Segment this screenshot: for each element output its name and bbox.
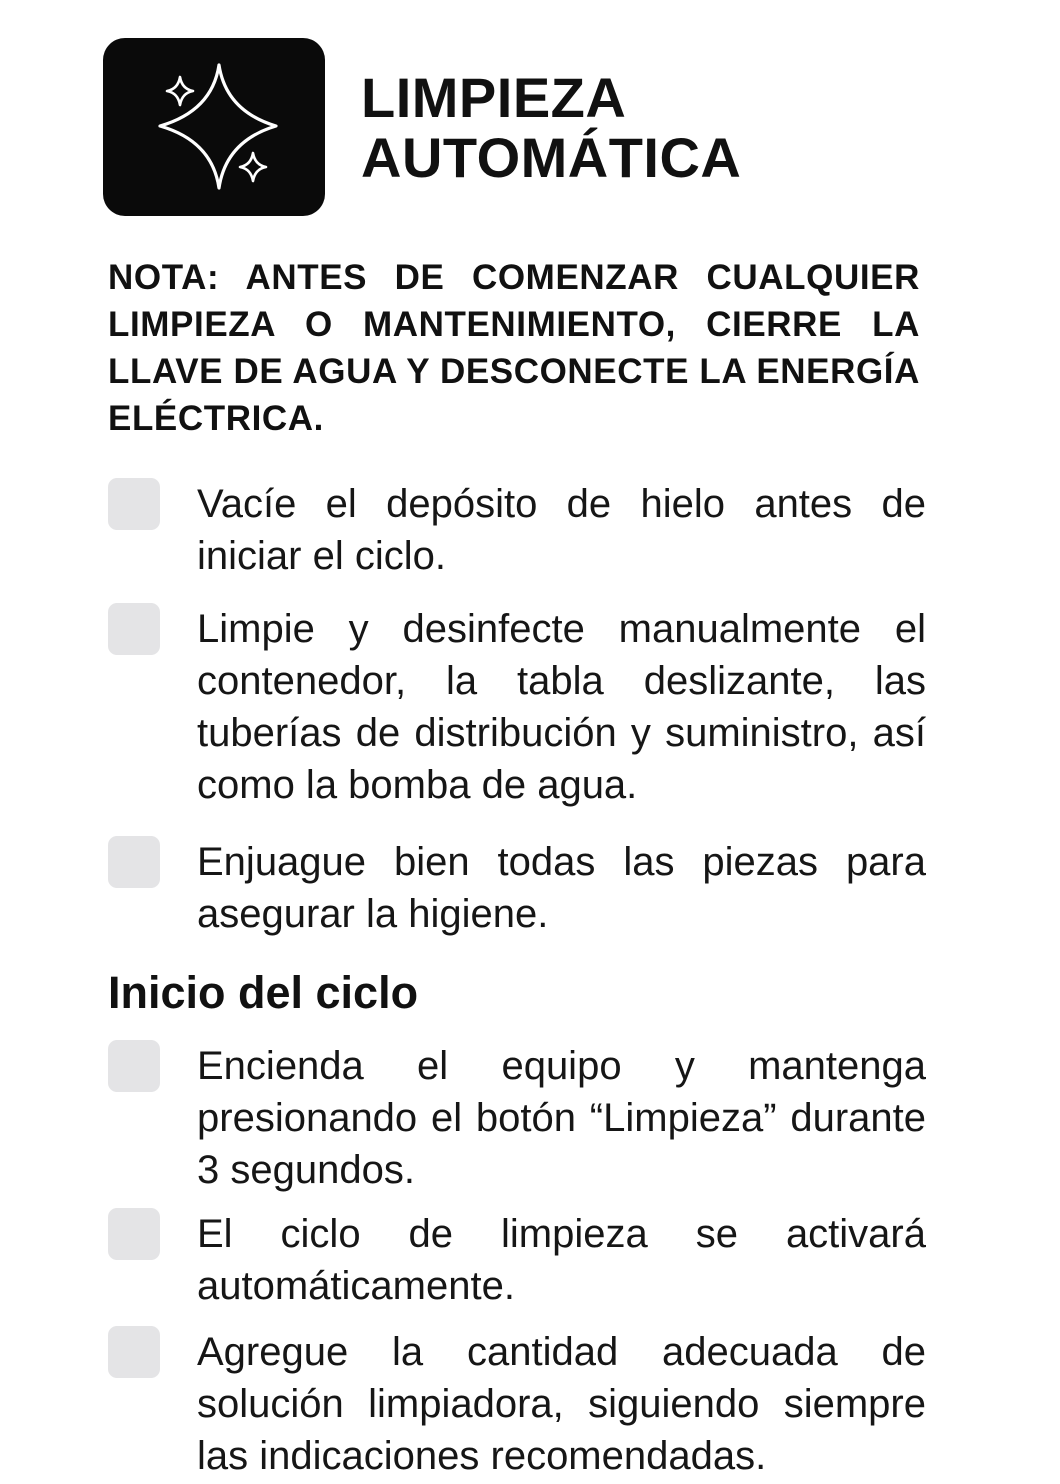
sparkle-icon (103, 38, 325, 216)
checkbox[interactable] (108, 1208, 160, 1260)
checkbox[interactable] (108, 1040, 160, 1092)
checkbox[interactable] (108, 1326, 160, 1378)
checklist-item-text: Enjuague bien todas las piezas para asegurar la higiene. (197, 840, 926, 936)
checkbox[interactable] (108, 836, 160, 888)
safety-note: NOTA: ANTES DE COMENZAR CUALQUIER LIMPIEZA O MANTENIMIENTO, CIERRE LA LLAVE DE AGUA Y DESCONECTE LA ENERGÍA ELÉCTRICA. (108, 258, 920, 438)
checklist-item-text: Vacíe el depósito de hielo antes de iniciar el ciclo. (197, 482, 926, 578)
title-line-1: LIMPIEZA (361, 66, 627, 129)
checklist-item-text: El ciclo de limpieza se activará automáticamente. (197, 1212, 926, 1308)
section-heading: Inicio del ciclo (108, 967, 419, 1018)
page-title (361, 68, 741, 188)
title-line-2: AUTOMÁTICA (361, 126, 742, 189)
header (103, 38, 953, 216)
checkbox[interactable] (108, 603, 160, 655)
checkbox[interactable] (108, 478, 160, 530)
checklist-item-text: Limpie y desinfecte manualmente el contenedor, la tabla deslizante, las tuberías de distribución y suministro, así como la bomba de agua. (197, 607, 926, 807)
checklist-item-text: Encienda el equipo y mantenga presionando el botón “Limpieza” durante 3 segundos. (197, 1044, 926, 1192)
checklist-item-text: Agregue la cantidad adecuada de solución limpiadora, siguiendo siempre las indicaciones recomendadas. (197, 1330, 926, 1478)
